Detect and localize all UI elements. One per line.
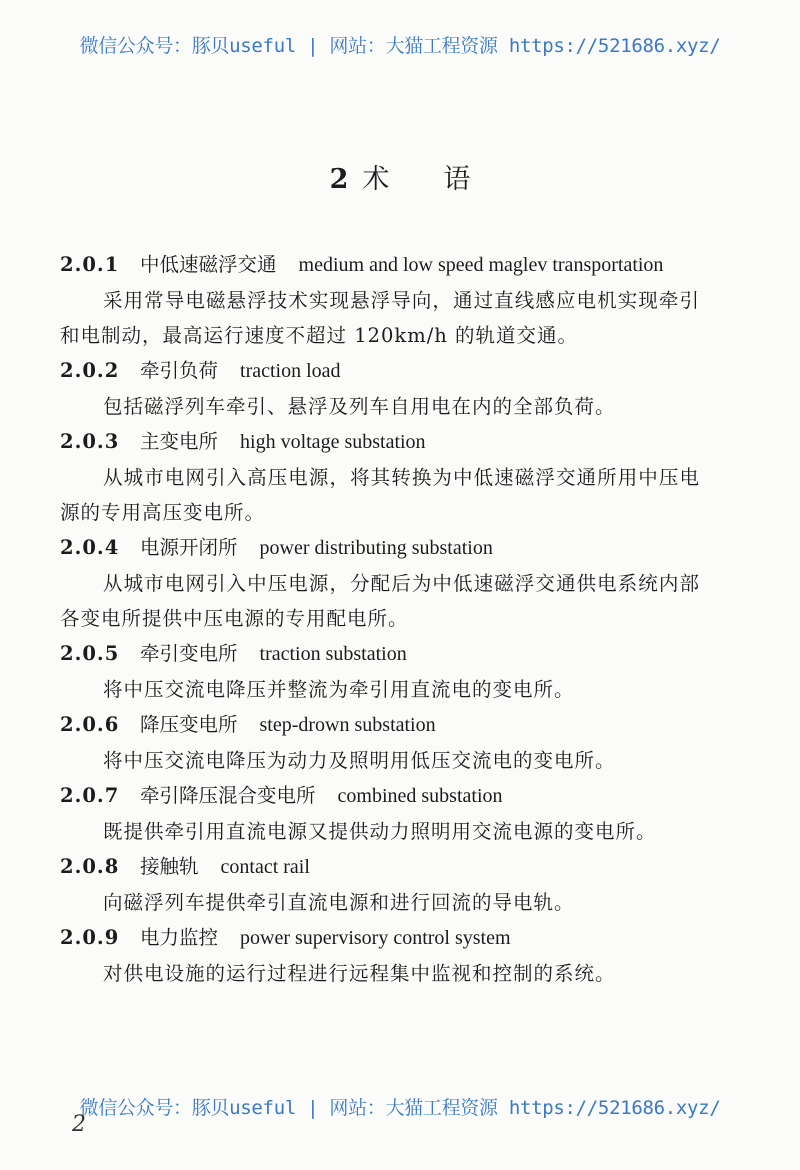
term-number: 2.0.4 xyxy=(60,536,120,559)
term-heading xyxy=(60,424,700,460)
term-number: 2.0.3 xyxy=(60,430,120,453)
term-heading xyxy=(60,920,700,956)
term-2-0-9 xyxy=(60,920,700,991)
watermark-top: 微信公众号：豚贝useful | 网站：大猫工程资源 https://521686.xyz/ xyxy=(79,35,721,57)
term-chinese: 接触轨 xyxy=(140,855,199,878)
term-number: 2.0.9 xyxy=(60,926,120,949)
watermark-bottom: 微信公众号：豚贝useful | 网站：大猫工程资源 https://521686.xyz/ xyxy=(79,1097,721,1119)
term-chinese: 主变电所 xyxy=(140,430,219,453)
term-2-0-6 xyxy=(60,707,700,778)
term-number: 2.0.6 xyxy=(60,713,120,736)
term-heading xyxy=(60,707,700,743)
term-chinese: 中低速磁浮交通 xyxy=(140,253,277,276)
chapter-number: 2 xyxy=(329,164,349,195)
term-definition: 将中压交流电降压并整流为牵引用直流电的变电所。 xyxy=(103,678,575,701)
term-definition: 从城市电网引入中压电源，分配后为中低速磁浮交通供电系统内部各变电所提供中压电源的专用配电所。 xyxy=(60,572,700,630)
term-chinese: 降压变电所 xyxy=(140,713,238,736)
term-definition: 将中压交流电降压为动力及照明用低压交流电的变电所。 xyxy=(103,749,616,772)
term-english: power supervisory control system xyxy=(240,927,511,949)
chapter-title xyxy=(0,157,800,196)
term-definition: 向磁浮列车提供牵引直流电源和进行回流的导电轨。 xyxy=(103,891,575,914)
term-definition: 对供电设施的运行过程进行远程集中监视和控制的系统。 xyxy=(103,962,616,985)
terms-list xyxy=(60,247,700,991)
term-number: 2.0.8 xyxy=(60,855,120,878)
term-definition: 从城市电网引入高压电源，将其转换为中低速磁浮交通所用中压电源的专用高压变电所。 xyxy=(60,466,700,524)
term-number: 2.0.5 xyxy=(60,642,120,665)
term-heading xyxy=(60,530,700,566)
term-2-0-8 xyxy=(60,849,700,920)
term-english: traction substation xyxy=(259,643,407,665)
term-2-0-7 xyxy=(60,778,700,849)
term-2-0-2 xyxy=(60,353,700,424)
term-english: traction load xyxy=(240,360,341,382)
term-chinese: 牵引降压混合变电所 xyxy=(140,784,316,807)
term-heading xyxy=(60,353,700,389)
chapter-title-char-2: 语 xyxy=(443,164,471,195)
term-definition: 既提供牵引用直流电源又提供动力照明用交流电源的变电所。 xyxy=(103,820,657,843)
page-number: 2 xyxy=(72,1112,86,1137)
term-english: step-drown substation xyxy=(259,714,436,736)
term-heading xyxy=(60,247,700,283)
term-chinese: 电力监控 xyxy=(140,926,219,949)
term-chinese: 牵引负荷 xyxy=(140,359,219,382)
term-english: medium and low speed maglev transportation xyxy=(298,254,664,276)
term-heading xyxy=(60,636,700,672)
term-2-0-4 xyxy=(60,530,700,636)
term-heading xyxy=(60,849,700,885)
chapter-title-char-1: 术 xyxy=(362,164,390,195)
term-number: 2.0.7 xyxy=(60,784,120,807)
term-english: high voltage substation xyxy=(240,431,426,453)
term-chinese: 牵引变电所 xyxy=(140,642,238,665)
term-english: contact rail xyxy=(220,856,310,878)
term-definition: 包括磁浮列车牵引、悬浮及列车自用电在内的全部负荷。 xyxy=(103,395,616,418)
term-2-0-1 xyxy=(60,247,700,353)
term-heading xyxy=(60,778,700,814)
term-definition: 采用常导电磁悬浮技术实现悬浮导向，通过直线感应电机实现牵引和电制动，最高运行速度不超过 120km/h 的轨道交通。 xyxy=(60,289,700,347)
term-number: 2.0.2 xyxy=(60,359,120,382)
term-2-0-5 xyxy=(60,636,700,707)
term-number: 2.0.1 xyxy=(60,253,120,276)
term-2-0-3 xyxy=(60,424,700,530)
term-chinese: 电源开闭所 xyxy=(140,536,238,559)
term-english: power distributing substation xyxy=(259,537,493,559)
term-english: combined substation xyxy=(337,785,503,807)
